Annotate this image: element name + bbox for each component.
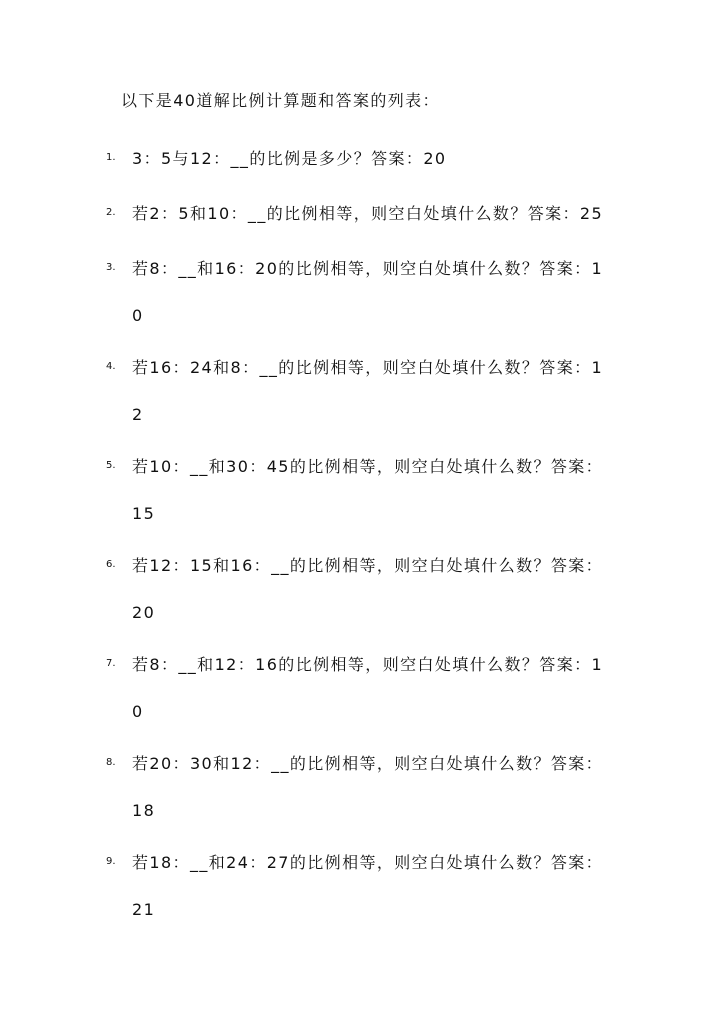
item-number: 4. — [106, 361, 116, 372]
item-text-continued: 0 — [132, 702, 144, 721]
item-text-continued: 18 — [132, 801, 156, 820]
item-text: 若16：24和8：__的比例相等，则空白处填什么数？答案：1 — [132, 358, 604, 377]
item-text: 若18：__和24：27的比例相等，则空白处填什么数？答案： — [132, 853, 604, 872]
item-text: 3：5与12：__的比例是多少？答案：20 — [132, 149, 447, 168]
item-number: 8. — [106, 757, 116, 768]
item-text-continued: 20 — [132, 603, 156, 622]
item-text: 若20：30和12：__的比例相等，则空白处填什么数？答案： — [132, 754, 604, 773]
item-text: 若10：__和30：45的比例相等，则空白处填什么数？答案： — [132, 457, 604, 476]
item-number: 2. — [106, 207, 116, 218]
item-number: 9. — [106, 856, 116, 867]
item-number: 1. — [106, 152, 116, 163]
item-text: 若8：__和16：20的比例相等，则空白处填什么数？答案：1 — [132, 259, 604, 278]
item-text-continued: 0 — [132, 306, 144, 325]
item-text: 若2：5和10：__的比例相等，则空白处填什么数？答案：25 — [132, 204, 604, 223]
item-text-continued: 2 — [132, 405, 144, 424]
item-number: 6. — [106, 559, 116, 570]
intro-text: 以下是40道解比例计算题和答案的列表： — [121, 91, 440, 110]
item-text-continued: 21 — [132, 900, 156, 919]
item-text: 若12：15和16：__的比例相等，则空白处填什么数？答案： — [132, 556, 604, 575]
item-number: 5. — [106, 460, 116, 471]
item-text-continued: 15 — [132, 504, 156, 523]
item-text: 若8：__和12：16的比例相等，则空白处填什么数？答案：1 — [132, 655, 604, 674]
item-number: 3. — [106, 262, 116, 273]
item-number: 7. — [106, 658, 116, 669]
